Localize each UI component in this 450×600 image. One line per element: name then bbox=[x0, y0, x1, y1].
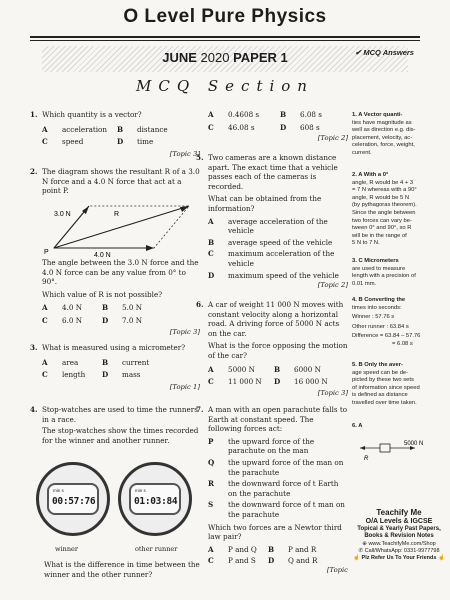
q1-opt-b: distance bbox=[137, 124, 168, 134]
q7-force-s: the downward force of t man on the parachute bbox=[228, 500, 345, 519]
q4-options-grid: A 0.4608 s B 6.08 s C 46.08 s D 608 s [Topic 2] bbox=[208, 110, 348, 143]
promo-url-row bbox=[348, 541, 450, 547]
question-6: 6. A car of weight 11 000 N moves with constant velocity along a horizontal road. A driving force of 5000 N acts on the car. What is the force opposing the motion of the car? A 5000 N B 6000 N C 11 000 N D 16 000 N [Topic 3] bbox=[196, 300, 348, 397]
title-rule bbox=[30, 36, 420, 41]
answer-5-line-5: is defined as distance bbox=[352, 392, 408, 399]
q5-opt-c: maximum acceleration of the vehicle bbox=[228, 249, 335, 268]
q1-opt-a: acceleration bbox=[62, 124, 108, 134]
mcq-answers-label bbox=[355, 48, 414, 57]
answer-3-line-3: length with a precision of bbox=[352, 273, 416, 280]
answer-1-line-4: placement, velocity, ac- bbox=[352, 134, 413, 141]
caption-other: other runner bbox=[135, 545, 178, 553]
q3-opt-a: area bbox=[62, 357, 79, 367]
q6-topic: [Topic 3] bbox=[317, 388, 348, 397]
fig-label-4n: 4.0 N bbox=[94, 252, 111, 258]
answer-2-line-9: will be in the range of bbox=[352, 232, 407, 239]
answer-6-label: 6. A bbox=[352, 423, 363, 429]
phone-icon: ✆ bbox=[358, 548, 364, 554]
q7-topic: [Topic bbox=[326, 565, 348, 574]
answer-5-line-1: 5. B Only the aver- bbox=[352, 362, 403, 368]
hand-icon-2: ☝ bbox=[437, 555, 445, 561]
q6-text2: What is the force opposing the motion of the car? bbox=[208, 341, 348, 360]
promo-phone: Call/WhatsApp: 0331-9977798 bbox=[364, 548, 440, 554]
answer-1-line-2: ties have magnitude as bbox=[352, 119, 412, 126]
answer-5-line-6: travelled over time taken. bbox=[352, 399, 417, 406]
q2-text: The diagram shows the resultant R of a 3.0 N force and a 4.0 N force that act at a point P. bbox=[42, 167, 200, 196]
q6-opt-b: 6000 N bbox=[294, 364, 321, 374]
answer-1-line-3: well as direction e.g. dis- bbox=[352, 127, 416, 134]
promo-levels: O/A Levels & IGCSE bbox=[365, 518, 433, 525]
q2-text3: Which value of R is not possible? bbox=[42, 289, 163, 299]
q4-opt-b-text: 6.08 s bbox=[300, 110, 322, 119]
q7-force-q: the upward force of the man on the parachute bbox=[228, 457, 344, 477]
q6-text: A car of weight 11 000 N moves with constant velocity along a horizontal road. A driving force of 5000 N acts on the car. bbox=[208, 300, 344, 338]
answer-1-line-1: 1. A Vector quanti- bbox=[352, 112, 403, 118]
answer-5 bbox=[352, 362, 448, 408]
q4-text3: What is the difference in time between the winner and the other runner? bbox=[44, 560, 200, 579]
question-1: 1. Which quantity is a vector? A acceleration B distance C speed D time [Topic 3] bbox=[30, 110, 200, 158]
q7-opt-d: Q and R bbox=[288, 556, 318, 566]
stopwatch-other-display bbox=[129, 483, 181, 515]
answer-4-line-4: Other runner : 63.84 s bbox=[352, 323, 409, 330]
promo-refer-row bbox=[348, 555, 450, 561]
q1-opt-c: speed bbox=[62, 137, 84, 147]
q1-number: 1. bbox=[30, 110, 38, 119]
check-icon: ✔ bbox=[355, 48, 362, 57]
stopwatch-winner-label: min s bbox=[53, 488, 64, 493]
q5-topic: [Topic 2] bbox=[317, 281, 348, 290]
fig-label-3n: 3.0 N bbox=[54, 211, 71, 218]
q7-force-p: the upward force of the parachute on the man bbox=[228, 436, 315, 456]
answer-4-line-3: Winner : 57.76 s bbox=[352, 314, 395, 321]
promo-brand: Teachify Me bbox=[376, 508, 422, 517]
q4-text: Stop-watches are used to time the runners in a race. bbox=[42, 405, 198, 424]
answer-2-line-7: two forces can vary be- bbox=[352, 217, 412, 224]
promo-books: Books & Revision Notes bbox=[364, 533, 434, 539]
mcq-answers-text: MCQ Answers bbox=[363, 48, 414, 57]
q5-text2: What can be obtained from the information? bbox=[208, 194, 322, 213]
answer-2-line-1: 2. A With a 0° bbox=[352, 172, 389, 178]
q5-opt-b: average speed of the vehicle bbox=[228, 237, 333, 247]
answer-4-line-2: times into seconds: bbox=[352, 304, 402, 311]
question-5: 5. Two cameras are a known distance apart. The exact time that a vehicle passes each of the cameras is recorded. What can be obtained from the information? A average acceleration of the vehicle B average speed of the vehicle C maximum acceleration of the vehicle D maximum speed of the vehicle [Topic 2] bbox=[196, 153, 348, 290]
q7-text2: Which two forces are a Newtor third law pair? bbox=[208, 522, 342, 542]
globe-icon: ⊕ bbox=[362, 541, 367, 547]
q4-number: 4. bbox=[30, 405, 38, 414]
q7-text: A man with an open parachute falls to Earth at constant speed. The following forces act: bbox=[208, 405, 348, 434]
paper-label bbox=[85, 50, 365, 70]
stopwatch-winner-time: 00:57:76 bbox=[52, 496, 96, 507]
answer-4-line-6: = 6.08 s bbox=[392, 340, 413, 347]
paper-year: 2020 bbox=[200, 50, 230, 65]
answer-1 bbox=[352, 112, 448, 158]
page-title: O Level Pure Physics bbox=[123, 6, 327, 27]
answer-5-line-2: age speed can be de- bbox=[352, 369, 409, 376]
answer-6-force: 5000 N bbox=[404, 441, 424, 447]
q5-text: Two cameras are a known distance apart. The exact time that a vehicle passes each of the cameras is recorded. bbox=[208, 153, 338, 191]
q4-opt-c-text: 46.08 s bbox=[228, 122, 255, 132]
question-4 bbox=[30, 405, 200, 445]
caption-winner: winner bbox=[55, 545, 78, 553]
answer-5-line-3: picted by these two sets bbox=[352, 377, 414, 384]
q3-number: 3. bbox=[30, 343, 38, 352]
q2-opt-d: 7.0 N bbox=[122, 315, 143, 325]
q1-text: Which quantity is a vector? bbox=[42, 110, 142, 119]
q4-opt-d-text: 608 s bbox=[300, 122, 320, 132]
question-3: 3. What is measured using a micrometer? A area B current C length D mass [Topic 1] bbox=[30, 343, 200, 391]
stopwatch-winner-display bbox=[47, 483, 99, 515]
q5-opt-d: maximum speed of the vehicle bbox=[228, 270, 339, 280]
q7-force-r: the downward force of t Earth on the parachute bbox=[228, 479, 339, 498]
q2-topic: [Topic 3] bbox=[169, 327, 200, 336]
answer-3 bbox=[352, 258, 448, 288]
paper-label-b: PAPER 1 bbox=[229, 50, 288, 65]
q6-opt-d: 16 000 N bbox=[294, 377, 328, 387]
answer-6-diagram bbox=[360, 436, 440, 464]
answer-6-r-label: R bbox=[364, 456, 369, 462]
stopwatch-other-time: 01:03:84 bbox=[134, 496, 178, 507]
q1-opt-d: time bbox=[137, 137, 154, 147]
answer-4-line-5: Difference = 63.84 – 57.76 bbox=[352, 333, 421, 340]
answer-2 bbox=[352, 172, 448, 248]
answer-5-line-4: of information since speed bbox=[352, 384, 420, 391]
q3-opt-b: current bbox=[122, 357, 150, 367]
fig-label-p: P bbox=[44, 249, 49, 256]
stopwatch-other-label: min s bbox=[135, 488, 146, 493]
q6-opt-a: 5000 N bbox=[228, 364, 255, 374]
q3-text: What is measured using a micrometer? bbox=[42, 343, 186, 352]
stopwatch-winner bbox=[36, 462, 110, 536]
q4-opt-a-text: 0.4608 s bbox=[228, 110, 260, 119]
stopwatch-other bbox=[118, 462, 192, 536]
promo-block bbox=[348, 508, 450, 561]
answer-2-line-10: 5 N to 7 N. bbox=[352, 240, 380, 247]
question-2-cont: The angle between the 3.0 N force and the 4.0 N force can be any value from 0° to 90°. Which value of R is not possible? A 4.0 N B 5.0 N C 6.0 N D 7.0 N [Topic 3] bbox=[42, 258, 200, 336]
section-title: MCQ Section bbox=[136, 77, 314, 95]
answer-1-line-6: current. bbox=[352, 149, 372, 156]
q3-opt-d: mass bbox=[122, 370, 141, 380]
q1-topic: [Topic 3] bbox=[169, 149, 200, 158]
q7-opt-a: P and Q bbox=[228, 544, 257, 554]
question-2 bbox=[30, 167, 200, 196]
force-diagram bbox=[44, 198, 194, 258]
answer-2-line-5: (by pythagoras theorem). bbox=[352, 202, 417, 209]
question-7: 7. A man with an open parachute falls to Earth at constant speed. The following forces act: P the upward force of the parachute on the man Q the upward force of the man on the parachute R the downward force of t Earth on the parachute S the downward force of t man on the parachute Which two forces are a Newtor third law pair? A P and Q B P and R C P and S D Q and R [Topic bbox=[196, 405, 348, 574]
answer-3-line-1: 3. C Micrometers bbox=[352, 258, 399, 264]
q7-number: 7. bbox=[196, 405, 204, 414]
promo-papers: Topical & Yearly Past Papers, bbox=[357, 526, 441, 532]
q2-opt-b: 5.0 N bbox=[122, 303, 143, 313]
answer-2-line-2: angle, R would be 4 + 3 bbox=[352, 179, 414, 186]
q3-opt-c: length bbox=[62, 370, 86, 380]
q5-number: 5. bbox=[196, 153, 204, 162]
answer-4-line-1: 4. B Converting the bbox=[352, 297, 406, 303]
hand-icon: ☝ bbox=[353, 555, 361, 561]
q7-opt-b: P and R bbox=[288, 544, 317, 554]
q5-opt-a: average acceleration of the vehicle bbox=[228, 216, 328, 236]
answer-1-line-5: celeration, force, weight, bbox=[352, 142, 415, 149]
q2-opt-a: 4.0 N bbox=[62, 303, 83, 313]
q6-opt-c: 11 000 N bbox=[228, 377, 262, 387]
promo-refer: Plz Refer Us To Your Friends bbox=[361, 555, 437, 561]
promo-url[interactable]: www.TeachifyMe.com/Shop bbox=[368, 541, 436, 547]
paper-label-a: JUNE bbox=[162, 50, 201, 65]
answer-3-line-4: 0.01 mm. bbox=[352, 280, 377, 287]
answer-4 bbox=[352, 297, 448, 349]
q4-topic: [Topic 2] bbox=[317, 134, 348, 143]
answer-2-line-8: tween 0° and 90°, so R bbox=[352, 225, 412, 232]
answer-2-line-6: Since the angle between bbox=[352, 209, 416, 216]
q4-text2: The stop-watches show the times recorded for the winner and another runner. bbox=[42, 426, 199, 445]
answer-6 bbox=[352, 423, 448, 431]
q6-number: 6. bbox=[196, 300, 204, 309]
fig-label-r: R bbox=[114, 211, 120, 218]
answer-2-line-4: angle, R would be 5 N bbox=[352, 194, 410, 201]
answer-2-line-3: = 7 N whereas with a 90° bbox=[352, 187, 417, 194]
q2-number: 2. bbox=[30, 167, 38, 176]
answer-3-line-2: are used to measure bbox=[352, 265, 406, 272]
q2-text2: The angle between the 3.0 N force and the 4.0 N force can be any value from 0° to 90°. bbox=[42, 258, 199, 287]
promo-phone-row bbox=[348, 548, 450, 554]
q2-opt-c: 6.0 N bbox=[62, 315, 83, 325]
q7-opt-c: P and S bbox=[228, 556, 256, 566]
q3-topic: [Topic 1] bbox=[169, 382, 200, 391]
